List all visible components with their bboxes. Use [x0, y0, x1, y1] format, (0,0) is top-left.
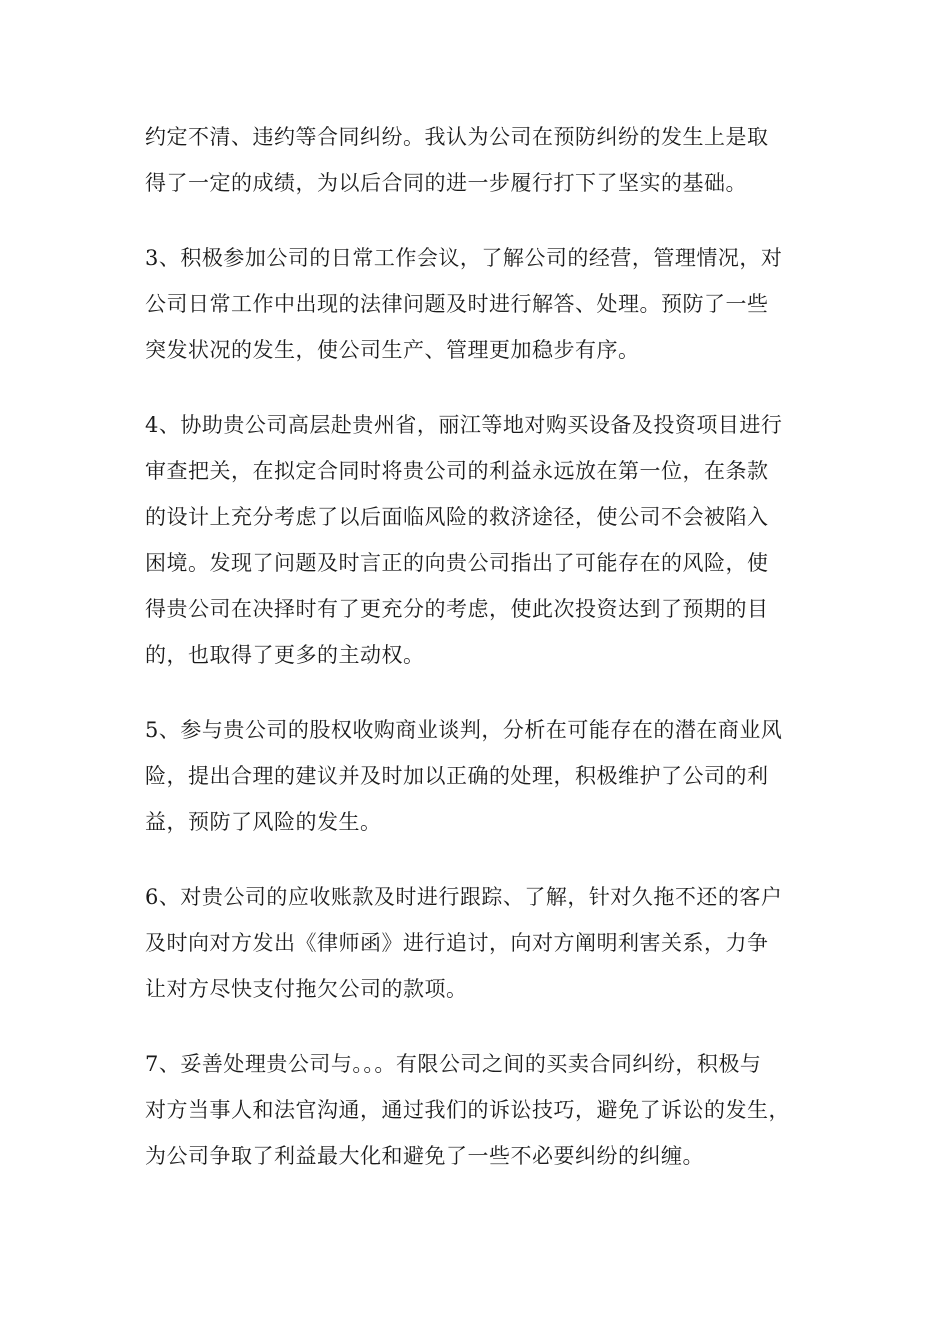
text-line: 为公司争取了利益最大化和避免了一些不必要纠纷的纠缠。: [145, 1144, 704, 1168]
text-line: 6、对贵公司的应收账款及时进行跟踪、了解，针对久拖不还的客户: [145, 885, 783, 909]
text-line: 得贵公司在决择时有了更充分的考虑，使此次投资达到了预期的目: [145, 597, 769, 621]
paragraph-item-6: [145, 874, 807, 1012]
paragraph-contract-disputes: [145, 114, 807, 206]
text-line: 险，提出合理的建议并及时加以正确的处理，积极维护了公司的利: [145, 764, 769, 788]
text-line: 得了一定的成绩，为以后合同的进一步履行打下了坚实的基础。: [145, 171, 747, 195]
text-line: 约定不清、违约等合同纠纷。我认为公司在预防纠纷的发生上是取: [145, 125, 769, 149]
text-line: 益，预防了风险的发生。: [145, 810, 382, 834]
text-line: 7、妥善处理贵公司与。。。有限公司之间的买卖合同纠纷，积极与: [145, 1052, 762, 1076]
document-body: [145, 114, 807, 1208]
paragraph-item-7: [145, 1041, 807, 1179]
text-line: 对方当事人和法官沟通，通过我们的诉讼技巧，避免了诉讼的发生，: [145, 1098, 790, 1122]
text-line: 5、参与贵公司的股权收购商业谈判，分析在可能存在的潜在商业风: [145, 718, 783, 742]
text-line: 的设计上充分考虑了以后面临风险的救济途径，使公司不会被陷入: [145, 505, 769, 529]
text-line: 让对方尽快支付拖欠公司的款项。: [145, 977, 468, 1001]
text-line: 审查把关，在拟定合同时将贵公司的利益永远放在第一位，在条款: [145, 459, 769, 483]
text-line: 3、积极参加公司的日常工作会议，了解公司的经营，管理情况，对: [145, 246, 783, 270]
text-line: 公司日常工作中出现的法律问题及时进行解答、处理。预防了一些: [145, 292, 769, 316]
text-line: 4、协助贵公司高层赴贵州省，丽江等地对购买设备及投资项目进行: [145, 413, 783, 437]
text-line: 突发状况的发生，使公司生产、管理更加稳步有序。: [145, 338, 640, 362]
text-line: 及时向对方发出《律师函》进行追讨，向对方阐明利害关系，力争: [145, 931, 769, 955]
paragraph-item-5: [145, 707, 807, 845]
paragraph-item-3: [145, 235, 807, 373]
paragraph-item-4: [145, 402, 807, 678]
text-line: 的，也取得了更多的主动权。: [145, 643, 425, 667]
text-line: 困境。发现了问题及时言正的向贵公司指出了可能存在的风险，使: [145, 551, 769, 575]
